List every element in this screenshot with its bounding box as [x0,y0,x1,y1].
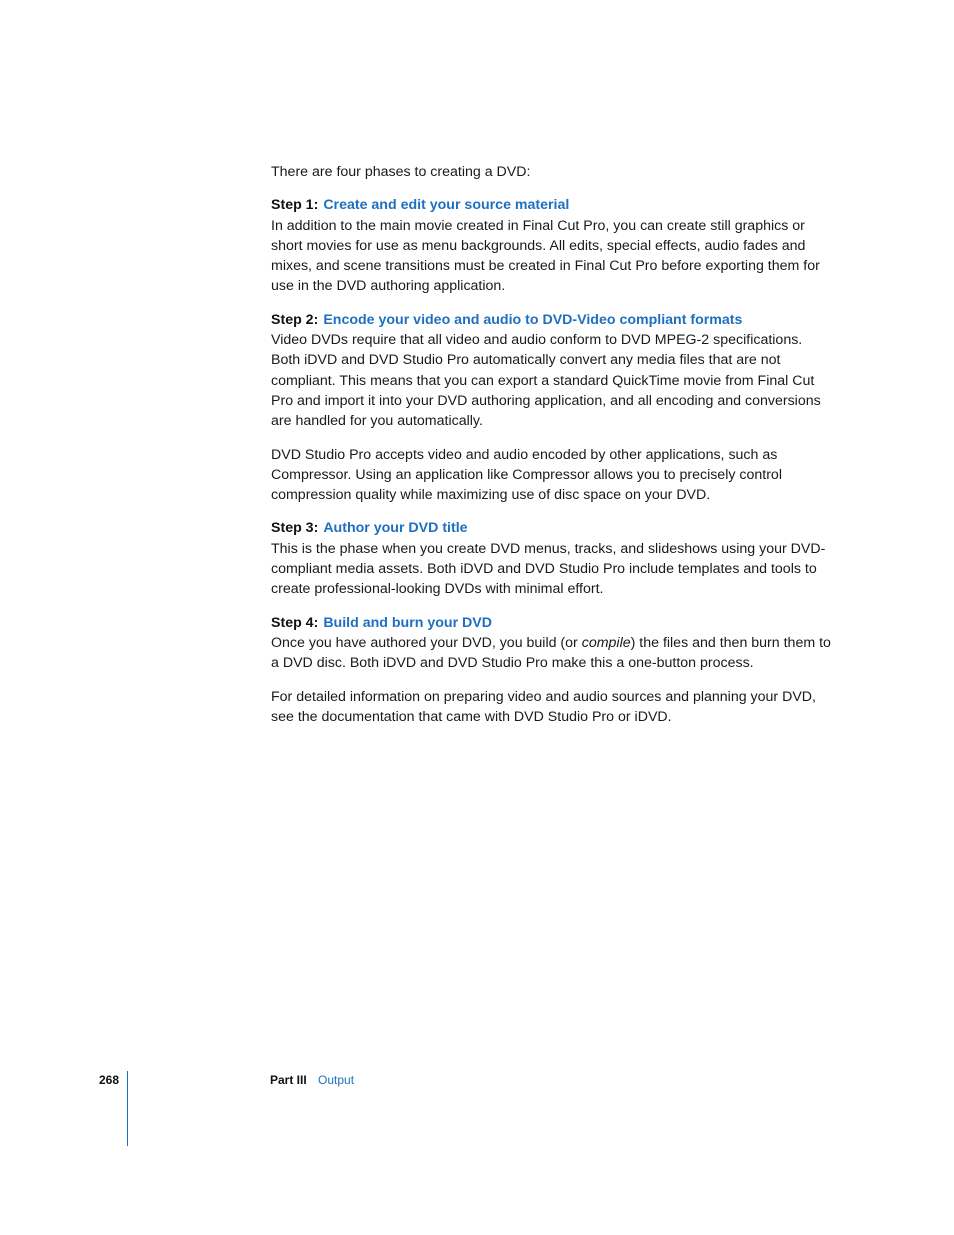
step-2-extra: DVD Studio Pro accepts video and audio encoded by other applications, such as Compressor. Using an application like Compressor allows you to precisely control compression quality while maximizing use of disc space on your DVD. [271,446,782,504]
step-3-label: Step 3: [271,520,319,537]
step-3-heading [271,518,831,538]
step-1-title: Create and edit your source material [323,197,570,214]
step-4-body-emphasis: compile [581,634,631,651]
step-4-title: Build and burn your DVD [323,614,492,631]
footer-divider [127,1071,128,1146]
document-body [271,162,831,740]
step-2-heading [271,310,831,330]
step-1-heading [271,195,831,215]
step-1-label: Step 1: [271,197,319,214]
step-3-body: This is the phase when you create DVD menus, tracks, and slideshows using your DVD-compliant media assets. Both iDVD and DVD Studio Pro include templates and tools to create professional-looking DVDs with minimal effort. [271,540,826,598]
footer-part-label: Part III [270,1073,307,1087]
step-2-title: Encode your video and audio to DVD-Video compliant formats [323,311,743,328]
step-4-body-start: Once you have authored your DVD, you build (or [271,634,582,651]
step-1-body: In addition to the main movie created in Final Cut Pro, you can create still graphics or short movies for use as menu backgrounds. All edits, special effects, audio fades and mixes, and scene transitions must be created in Final Cut Pro before exporting them for use in the DVD authoring application. [271,217,820,295]
footer-section-link[interactable]: Output [318,1073,355,1087]
step-3-title: Author your DVD title [323,520,468,537]
step-4-label: Step 4: [271,614,319,631]
intro-text: There are four phases to creating a DVD: [271,164,531,180]
step-4-body-end: ) the files and then burn them to a DVD disc. Both iDVD and DVD Studio Pro make this a one-button process. [271,634,831,672]
page-number: 268 [99,1073,120,1087]
step-4-heading [271,613,831,633]
closing-paragraph: For detailed information on preparing video and audio sources and planning your DVD, see the documentation that came with DVD Studio Pro or iDVD. [271,688,816,725]
step-4-body [271,633,831,674]
step-2-body: Video DVDs require that all video and audio conform to DVD MPEG-2 specifications. Both iDVD and DVD Studio Pro automatically convert any media files that are not compliant. This means that you can export a standard QuickTime movie from Final Cut Pro and import it into your DVD authoring application, and all encoding and conversions are handled for you automatically. [271,332,821,430]
step-2-label: Step 2: [271,311,319,328]
